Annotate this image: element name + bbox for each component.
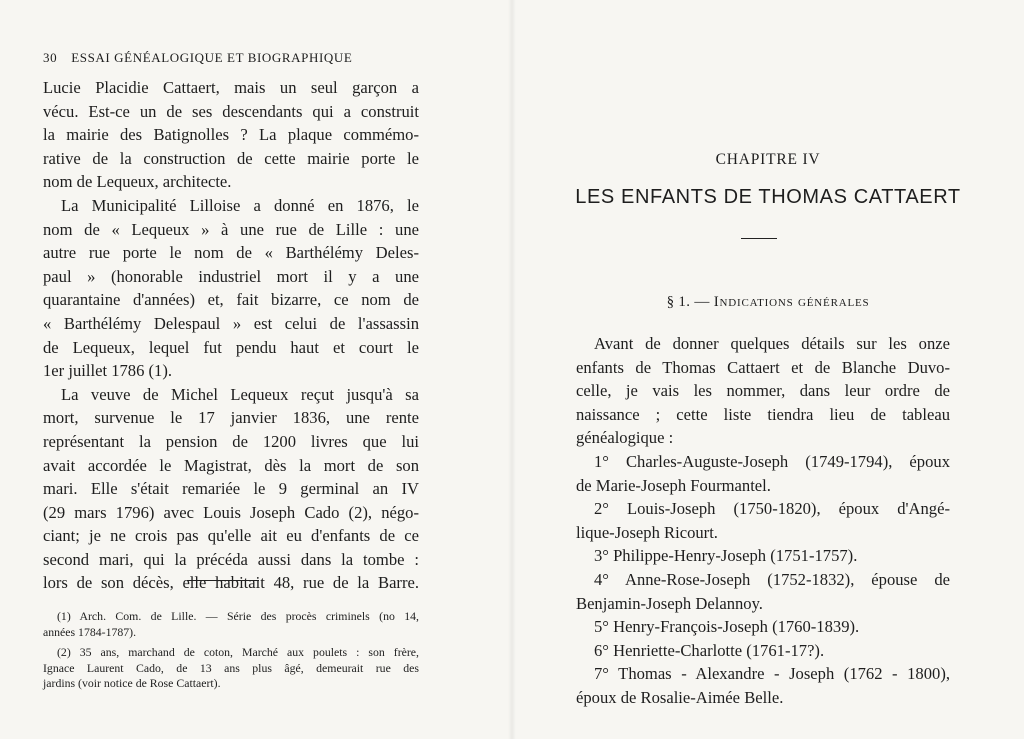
- text-line: mari. Elle s'était remariée le 9 germinal an IV: [43, 479, 419, 499]
- text-line: de Lequeux, lequel fut pendu haut et court le: [43, 337, 419, 357]
- text-line: époux de Rosalie-Aimée Belle.: [576, 687, 784, 707]
- chapter-label: CHAPITRE IV: [715, 151, 821, 168]
- footnote-line: années 1784-1787).: [43, 624, 137, 639]
- text-line: nom de Lequeux, architecte.: [43, 172, 232, 192]
- text-line: La veuve de Michel Lequeux reçut jusqu'à sa: [61, 384, 419, 404]
- text-line: vécu. Est-ce un de ses descendants qui a construit: [43, 101, 419, 121]
- chapter-rule: [741, 238, 777, 239]
- chapter-title: LES ENFANTS DE THOMAS CATTAERT: [575, 186, 961, 208]
- right-body-text: [576, 332, 950, 710]
- section-number: § 1. —: [666, 294, 710, 310]
- section-heading: [512, 294, 1024, 311]
- left-body-text: [43, 76, 419, 595]
- text-line: autre rue porte le nom de « Barthélémy Deles-: [43, 243, 419, 263]
- running-head: [43, 50, 423, 66]
- footnote-line: (2) 35 ans, marchand de coton, Marché aux poulets : son frère,: [57, 645, 419, 659]
- text-line: quarantaine d'années) et, fait bizarre, ce nom de: [43, 290, 419, 310]
- text-line: représentant la pension de 1200 livres que lui: [43, 431, 419, 451]
- list-item: 2° Louis-Joseph (1750-1820), époux d'Angé-: [594, 499, 950, 519]
- footnote-line: (1) Arch. Com. de Lille. — Série des procès criminels (no 14,: [57, 609, 419, 623]
- footnote-line: Ignace Laurent Cado, de 13 ans plus âgé, demeurait rue des: [43, 660, 419, 675]
- text-line: Benjamin-Joseph Delannoy.: [576, 593, 763, 613]
- text-line: second mari, qui la précéda aussi dans la tombe :: [43, 549, 419, 569]
- list-item: 7° Thomas - Alexandre - Joseph (1762 - 1800),: [594, 664, 950, 684]
- text-line: lique-Joseph Ricourt.: [576, 522, 718, 542]
- list-item: 5° Henry-François-Joseph (1760-1839).: [594, 617, 860, 637]
- page-number: 30: [43, 50, 58, 65]
- footnote-line: jardins (voir notice de Rose Cattaert).: [43, 676, 221, 690]
- running-head-title: ESSAI GÉNÉALOGIQUE ET BIOGRAPHIQUE: [71, 50, 353, 65]
- text-line: paul » (honorable industriel mort il y a une: [43, 266, 419, 286]
- text-line: nom de « Lequeux » à une rue de Lille : une: [43, 219, 419, 239]
- text-line: Lucie Placidie Cattaert, mais un seul garçon a: [43, 78, 419, 97]
- text-line: la mairie des Batignolles ? La plaque commémo-: [43, 125, 419, 145]
- text-line: rative de la construction de cette mairie porte le: [43, 148, 419, 168]
- text-line: Avant de donner quelques détails sur les onze: [594, 334, 950, 353]
- text-line: mort, survenue le 17 janvier 1836, une rente: [43, 408, 419, 428]
- text-line: « Barthélémy Delespaul » est celui de l'assassin: [43, 313, 419, 333]
- text-line: 1er juillet 1786 (1).: [43, 361, 173, 381]
- text-line: (29 mars 1796) avec Louis Joseph Cado (2), négo-: [43, 502, 419, 522]
- text-line: ciant; je ne crois pas qu'elle ait eu d'enfants de ce: [43, 526, 419, 546]
- footnote-separator: [187, 580, 259, 581]
- text-line: généalogique :: [576, 428, 674, 448]
- text-line: avait accordée le Magistrat, dès la mort de son: [43, 455, 419, 475]
- text-line: enfants de Thomas Cattaert et de Blanche Duvo-: [576, 357, 950, 377]
- list-item: 1° Charles-Auguste-Joseph (1749-1794), époux: [594, 451, 950, 471]
- list-item: 3° Philippe-Henry-Joseph (1751-1757).: [594, 546, 858, 566]
- text-line: lors de son décès, elle habitait 48, rue de la Barre.: [43, 573, 419, 593]
- text-line: de Marie-Joseph Fourmantel.: [576, 475, 771, 495]
- list-item: 6° Henriette-Charlotte (1761-17?).: [594, 640, 825, 660]
- section-title: Indications générales: [713, 294, 870, 310]
- text-line: La Municipalité Lilloise a donné en 1876, le: [61, 195, 419, 215]
- list-item: 4° Anne-Rose-Joseph (1752-1832), épouse de: [594, 569, 950, 589]
- text-line: naissance ; cette liste tiendra lieu de tableau: [576, 404, 950, 424]
- text-line: celle, je vais les nommer, dans leur ordre de: [576, 381, 950, 401]
- footnotes: [43, 609, 419, 692]
